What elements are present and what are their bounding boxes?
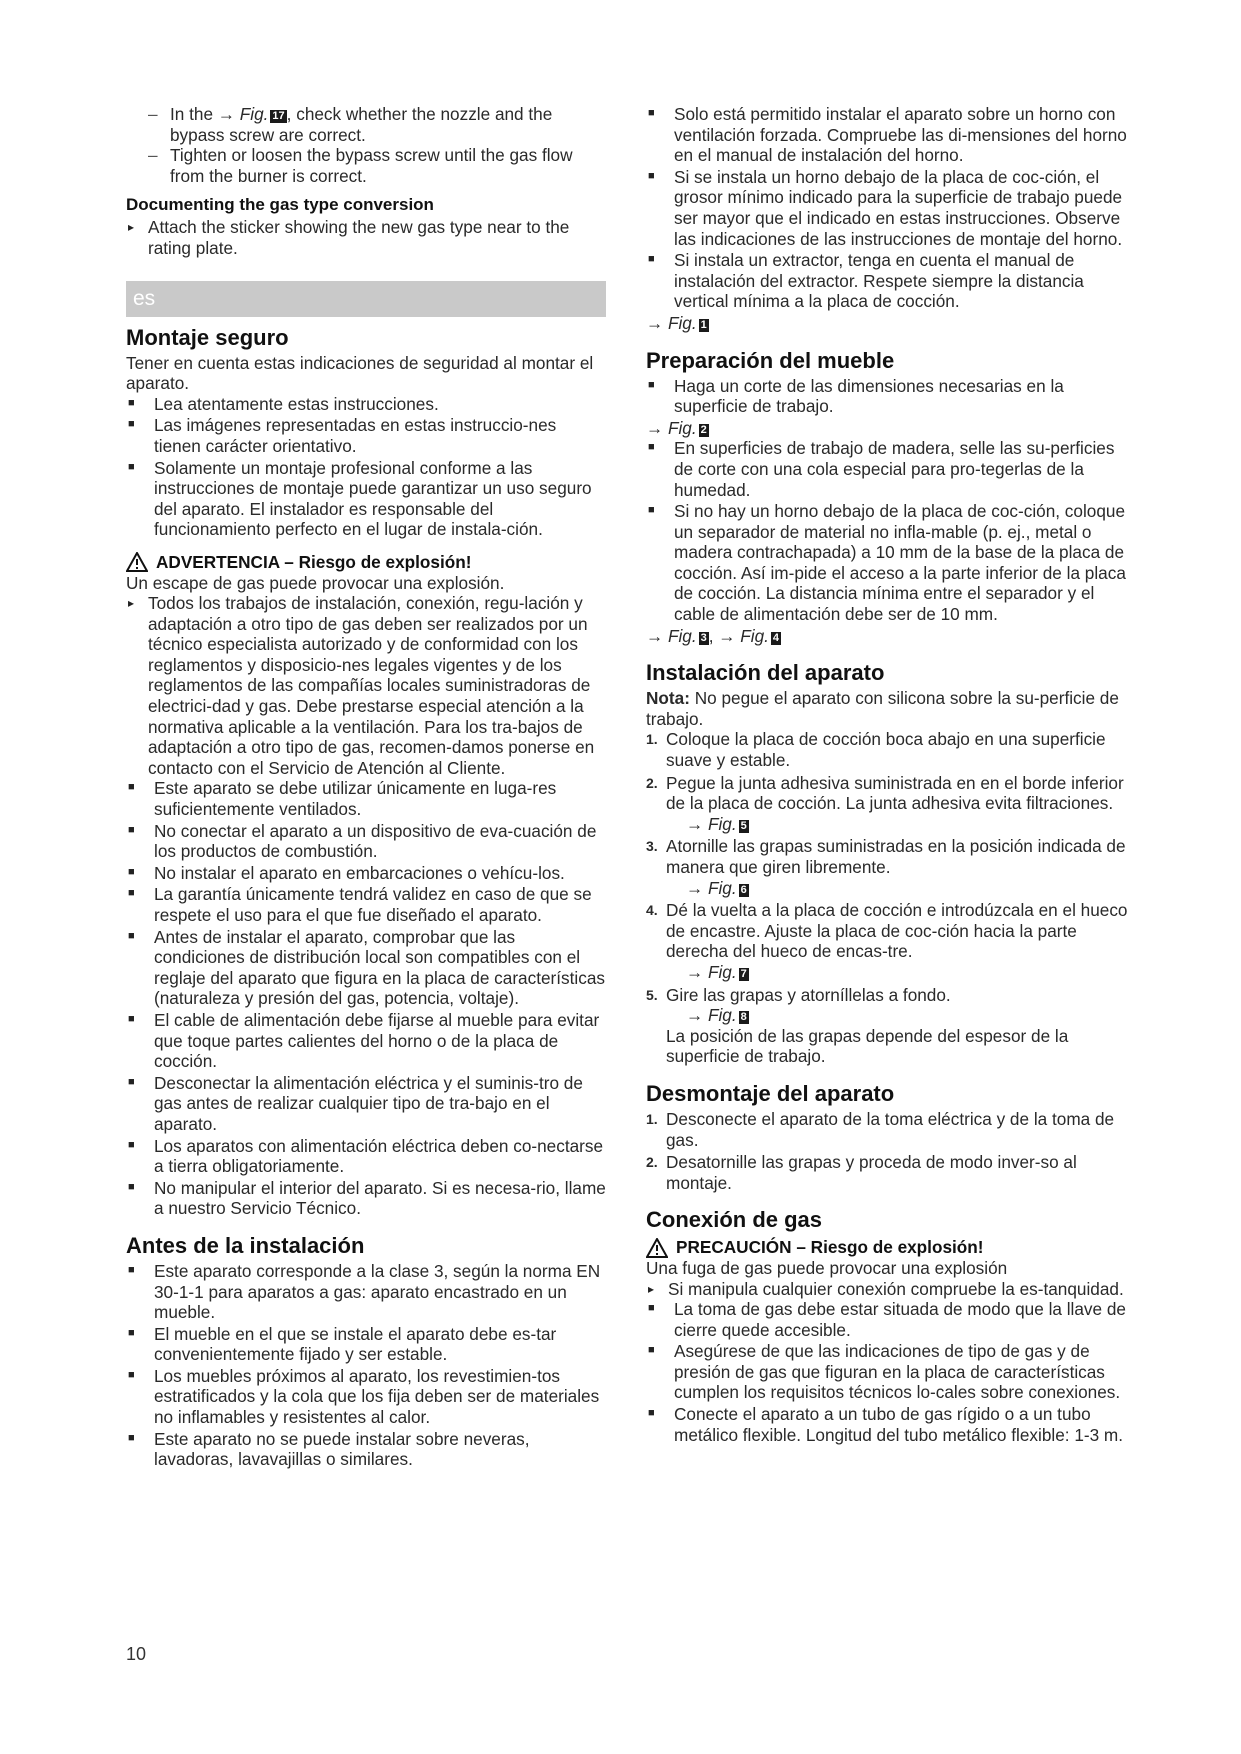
section-heading: Conexión de gas bbox=[646, 1207, 823, 1233]
list-item: ■ Si se instala un horno debajo de la placa de coc-ción, el grosor mínimo indicado para la superficie de trabajo puede ser mayor que el indicado en estas instrucciones. Observe las indicaciones de las instrucciones de montaje del horno. bbox=[646, 167, 1136, 249]
list-item: ▸ Attach the sticker showing the new gas type near to the rating plate. bbox=[126, 217, 606, 258]
list-item: ■ Si no hay un horno debajo de la placa de coc-ción, coloque un separador de material no infla-mable (p. ej., metal o madera contrachapada) a 10 mm de la base de la placa de cocción. Así im-pide el acceso a la parte inferior de la placa de cocción. La distancia mínima entre el separador y el cable de alimentación debe ser de 10 mm. bbox=[646, 501, 1136, 625]
paragraph: Una fuga de gas puede provocar una explosión bbox=[646, 1257, 1008, 1278]
figure-ref-icon: 4 bbox=[772, 631, 780, 644]
caution-title: PRECAUCIÓN – Riesgo de explosión! bbox=[646, 1237, 1136, 1258]
figure-reference: → Fig. 8 bbox=[686, 1005, 747, 1026]
list-item: ■ Haga un corte de las dimensiones necesarias en la superficie de trabajo. bbox=[646, 376, 1136, 417]
list-item: ■ El mueble en el que se instale el aparato debe es-tar convenientemente fijado y ser estable. bbox=[126, 1324, 606, 1365]
list-item: 1. Desconecte el aparato de la toma eléctrica y de la toma de gas. bbox=[646, 1108, 1115, 1150]
figure-reference: → Fig. 6 bbox=[686, 877, 747, 898]
list-item: – Tighten or loosen the bypass screw until the gas flow from the burner is correct. bbox=[126, 145, 606, 186]
section-heading: Desmontaje del aparato bbox=[646, 1080, 895, 1106]
list-item: 2. Pegue la junta adhesiva suministrada en en el borde inferior de la placa de cocción. La junta adhesiva evita filtraciones. → Fig. 5 bbox=[646, 773, 1136, 835]
list-item: ■ No manipular el interior del aparato. Si es necesa-rio, llame a nuestro Servicio Técnico. bbox=[126, 1178, 606, 1219]
figure-reference: → Fig. 2 bbox=[646, 417, 707, 438]
paragraph: Tener en cuenta estas indicaciones de seguridad al montar el aparato. bbox=[126, 352, 594, 394]
section-heading: Instalación del aparato bbox=[646, 660, 885, 686]
list-item: ■ En superficies de trabajo de madera, selle las su-perficies de corte con una cola especial para pro-tegerlas de la humedad. bbox=[646, 438, 1136, 500]
figure-ref-icon: 8 bbox=[740, 1011, 747, 1024]
list-item: ■ Desconectar la alimentación eléctrica y el suminis-tro de gas antes de realizar cualquier tipo de tra-bajo en el aparato. bbox=[126, 1073, 606, 1135]
figure-ref-icon: 6 bbox=[740, 883, 747, 896]
list-item: ▸ Todos los trabajos de instalación, conexión, regu-lación y adaptación a otro tipo de gas deben ser realizados por un técnico especialista autorizado y de conformidad con los reglamentos y disposicio-nes legales vigentes y de los reglamentos de las compañías locales suministradoras de electrici-dad y gas. Debe prestarse especial atención a la normativa aplicable a la ventilación. Para los tra-bajos de adaptación a otro tipo de gas, recomen-damos ponerse en contacto con el Servicio de Atención al Cliente. bbox=[126, 593, 606, 778]
list-item: ■ No conectar el aparato a un dispositivo de eva-cuación de los productos de combustión. bbox=[126, 821, 606, 862]
list-item: 5. Gire las grapas y atorníllelas a fondo. → Fig. 8 La posición de las grapas depende del espesor de la superficie de trabajo. bbox=[646, 985, 1136, 1067]
warning-title: ADVERTENCIA – Riesgo de explosión! bbox=[126, 552, 606, 573]
right-column bbox=[646, 104, 1136, 1446]
list-item: – In the → Fig. 17 , check whether the nozzle and the bypass screw are correct. bbox=[126, 104, 606, 145]
section-heading: Antes de la instalación bbox=[126, 1232, 365, 1258]
warning-icon bbox=[646, 1238, 668, 1258]
paragraph: Un escape de gas puede provocar una explosión. bbox=[126, 572, 505, 593]
figure-ref-icon: 1 bbox=[700, 318, 707, 331]
list-item: ■ La garantía únicamente tendrá validez en caso de que se respete el uso para el que fue diseñado el aparato. bbox=[126, 884, 606, 925]
figure-reference: → Fig. 3 , → Fig. 4 bbox=[646, 625, 780, 646]
list-item: ■ Solamente un montaje profesional conforme a las instrucciones de montaje puede garantizar un uso seguro del aparato. El instalador es responsable del funcionamiento perfecto en el lugar de instala-ción. bbox=[126, 458, 606, 540]
figure-reference: → Fig. 5 bbox=[686, 813, 747, 834]
figure-ref-icon: 7 bbox=[740, 967, 747, 980]
section-heading: Documenting the gas type conversion bbox=[126, 195, 434, 215]
list-item: ■ El cable de alimentación debe fijarse al mueble para evitar que toque partes calientes del horno o de la placa de cocción. bbox=[126, 1010, 606, 1072]
page-number: 10 bbox=[126, 1644, 147, 1664]
list-item: ■ Conecte el aparato a un tubo de gas rígido o a un tubo metálico flexible. Longitud del tubo metálico flexible: 1-3 m. bbox=[646, 1404, 1136, 1445]
warning-icon bbox=[126, 552, 148, 572]
left-column bbox=[126, 104, 606, 1471]
list-item: 3. Atornille las grapas suministradas en la posición indicada de manera que giren libremente. → Fig. 6 bbox=[646, 836, 1136, 898]
list-item: ■ Este aparato corresponde a la clase 3, según la norma EN 30-1-1 para aparatos a gas: aparato encastrado en un mueble. bbox=[126, 1261, 606, 1323]
list-item: ▸ Si manipula cualquier conexión compruebe la es-tanquidad. bbox=[646, 1279, 1136, 1300]
figure-ref-icon: 3 bbox=[700, 631, 707, 644]
list-item: ■ No instalar el aparato en embarcaciones o vehícu-los. bbox=[126, 863, 606, 884]
figure-reference: → Fig. 1 bbox=[646, 312, 707, 333]
language-bar: es bbox=[126, 281, 606, 317]
list-item: 4. Dé la vuelta a la placa de cocción e introdúzcala en el hueco de encastre. Ajuste la placa de coc-ción hacia la parte derecha del hueco de encas-tre. → Fig. 7 bbox=[646, 900, 1136, 982]
list-item: ■ Los muebles próximos al aparato, los revestimien-tos estratificados y la cola que los fija deben ser de materiales no inflamables y resistentes al calor. bbox=[126, 1366, 606, 1428]
list-item: ■ Antes de instalar el aparato, comprobar que las condiciones de distribución local son compatibles con el reglaje del aparato que figura en la placa de características (naturaleza y presión del gas, potencia, voltaje). bbox=[126, 927, 606, 1009]
figure-ref-icon: 17 bbox=[272, 110, 285, 122]
list-item: ■ Las imágenes representadas en estas instruccio-nes tienen carácter orientativo. bbox=[126, 415, 606, 456]
figure-ref-icon: 2 bbox=[700, 423, 707, 436]
section-heading: Preparación del mueble bbox=[646, 347, 895, 373]
figure-reference: → Fig. 7 bbox=[686, 961, 747, 982]
note: Nota: No pegue el aparato con silicona sobre la su-perficie de trabajo. bbox=[646, 688, 1119, 729]
list-item: ■ Este aparato no se puede instalar sobre neveras, lavadoras, lavavajillas o similares. bbox=[126, 1429, 606, 1470]
list-item: ■ La toma de gas debe estar situada de modo que la llave de cierre quede accesible. bbox=[646, 1299, 1136, 1340]
list-item: ■ Este aparato se debe utilizar únicamente en luga-res suficientemente ventilados. bbox=[126, 778, 606, 819]
list-item: ■ Lea atentamente estas instrucciones. bbox=[126, 394, 606, 415]
list-item: 2. Desatornille las grapas y proceda de modo inver-so al montaje. bbox=[646, 1152, 1077, 1193]
paragraph: La posición de las grapas depende del espesor de la superficie de trabajo. bbox=[666, 1025, 1069, 1067]
figure-ref-icon: 5 bbox=[740, 819, 747, 832]
list-item: ■ Si instala un extractor, tenga en cuenta el manual de instalación del extractor. Respete siempre la distancia vertical mínima a la placa de cocción. bbox=[646, 250, 1136, 312]
list-item: ■ Asegúrese de que las indicaciones de tipo de gas y de presión de gas que figuran en la placa de características cumplen los requisitos técnicos lo-cales sobre conexiones. bbox=[646, 1341, 1136, 1403]
section-heading: Montaje seguro bbox=[126, 324, 289, 350]
list-item: 1. Coloque la placa de cocción boca abajo en una superficie suave y estable. bbox=[646, 729, 1106, 771]
list-item: ■ Solo está permitido instalar el aparato sobre un horno con ventilación forzada. Compruebe las di-mensiones del horno en el manual de instalación del horno. bbox=[646, 104, 1136, 166]
list-item: ■ Los aparatos con alimentación eléctrica deben co-nectarse a tierra obligatoriamente. bbox=[126, 1136, 606, 1177]
